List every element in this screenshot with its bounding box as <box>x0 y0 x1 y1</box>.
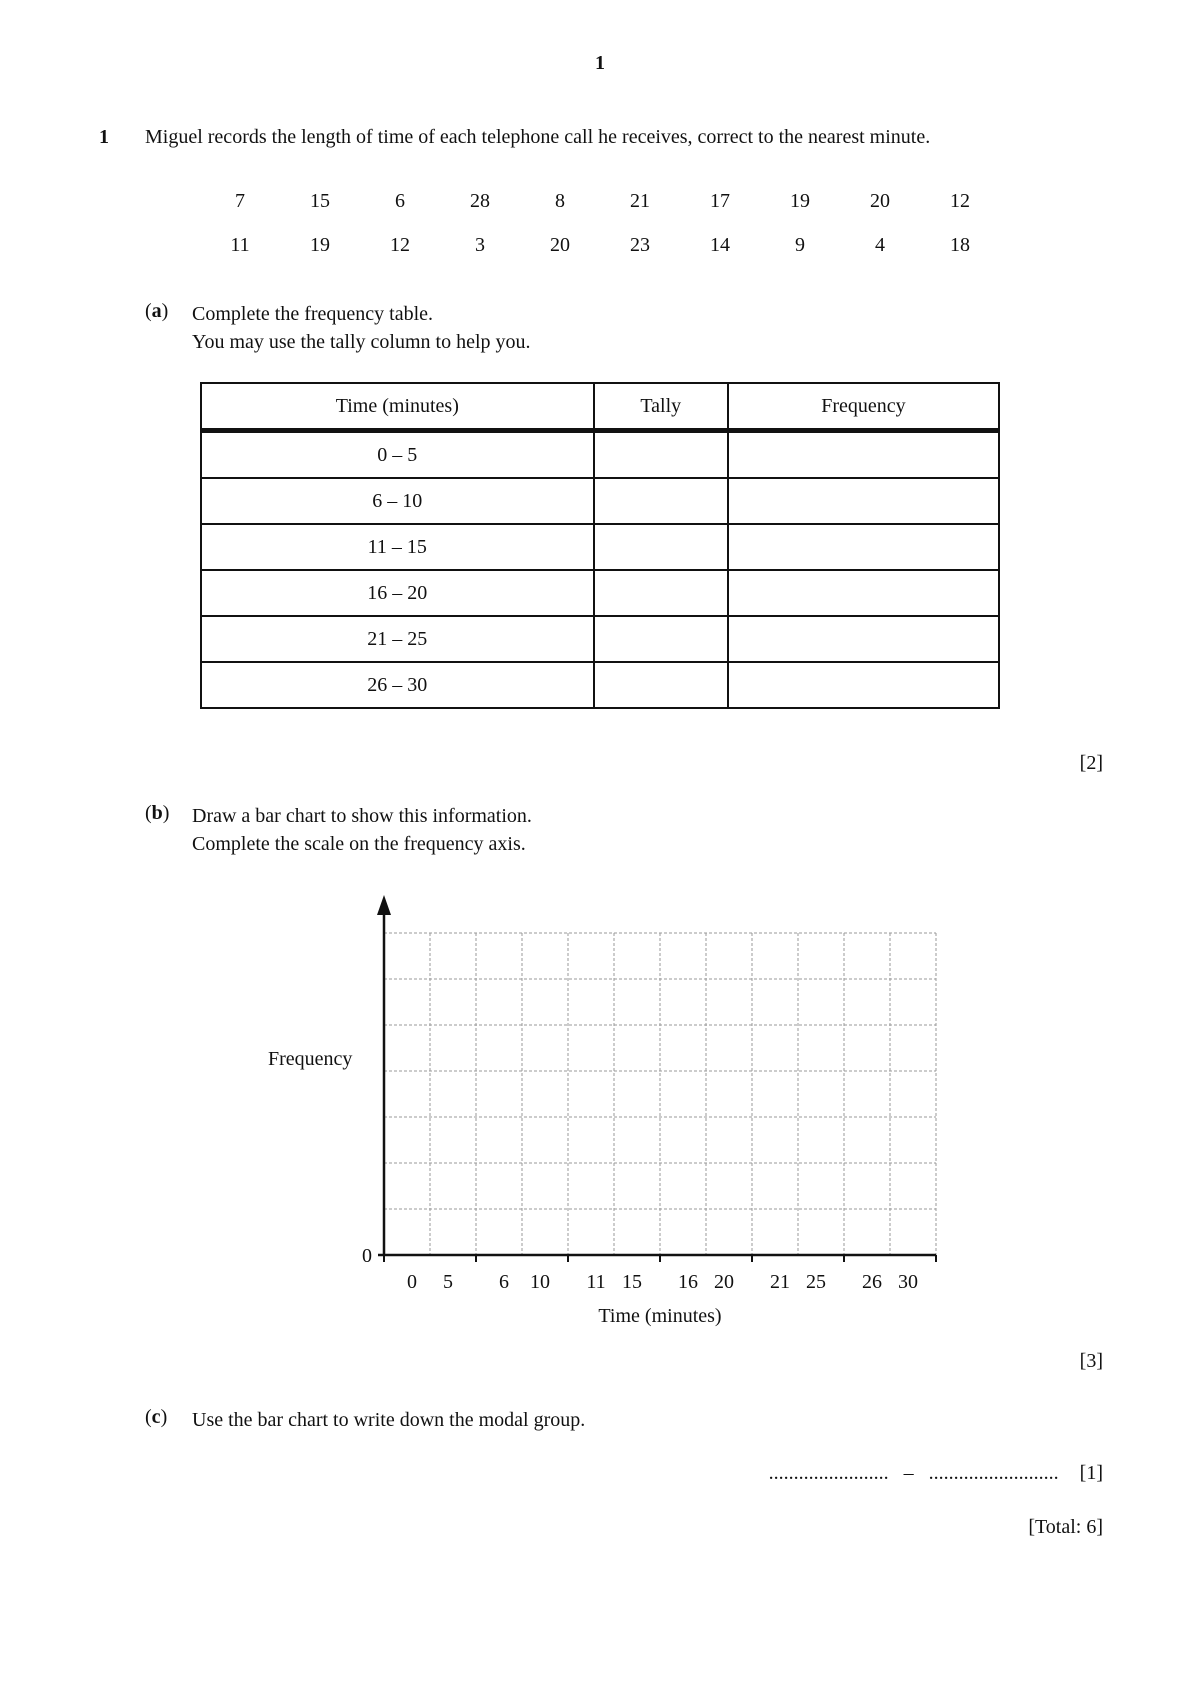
frequency-cell[interactable] <box>728 662 999 708</box>
header-time: Time (minutes) <box>201 383 594 431</box>
call-time: 9 <box>795 234 805 256</box>
frequency-cell[interactable] <box>728 478 999 524</box>
call-time: 21 <box>630 190 650 212</box>
time-range: 21 – 25 <box>201 616 594 662</box>
tally-cell[interactable] <box>594 431 728 479</box>
time-range: 26 – 30 <box>201 662 594 708</box>
x-tick-label: 21 <box>770 1271 790 1293</box>
part-b-line-1: Draw a bar chart to show this information. <box>192 805 532 827</box>
frequency-cell[interactable] <box>728 524 999 570</box>
x-tick-label: 15 <box>622 1271 642 1293</box>
x-tick-label: 25 <box>806 1271 826 1293</box>
time-range: 16 – 20 <box>201 570 594 616</box>
part-b-marks: [3] <box>1079 1350 1103 1372</box>
part-b-instructions <box>192 802 532 858</box>
part-a-instructions <box>192 300 531 356</box>
answer-dash: – <box>903 1462 914 1484</box>
table-row <box>201 478 999 524</box>
call-time: 12 <box>390 234 410 256</box>
answer-blank-lower[interactable]: ........................ <box>768 1462 889 1484</box>
x-tick-label: 26 <box>862 1271 882 1293</box>
part-c-marks: [1] <box>1079 1462 1103 1484</box>
frequency-cell[interactable] <box>728 616 999 662</box>
call-time: 18 <box>950 234 970 256</box>
call-time: 14 <box>710 234 730 256</box>
tally-cell[interactable] <box>594 570 728 616</box>
total-marks: [Total: 6] <box>1028 1516 1103 1538</box>
call-time: 20 <box>870 190 890 212</box>
call-times-row-2 <box>200 234 1000 264</box>
tally-cell[interactable] <box>594 478 728 524</box>
call-time: 19 <box>310 234 330 256</box>
x-tick-labels <box>407 1271 918 1293</box>
table-row <box>201 662 999 708</box>
question-number: 1 <box>99 126 109 148</box>
call-time: 15 <box>310 190 330 212</box>
y-axis-arrow-icon <box>377 895 391 915</box>
part-c-text: Use the bar chart to write down the modal group. <box>192 1409 586 1431</box>
tally-cell[interactable] <box>594 616 728 662</box>
frequency-cell[interactable] <box>728 431 999 479</box>
frequency-cell[interactable] <box>728 570 999 616</box>
x-tick-label: 5 <box>443 1271 453 1293</box>
call-time: 11 <box>230 234 250 256</box>
call-time: 20 <box>550 234 570 256</box>
x-tick-label: 6 <box>499 1271 509 1293</box>
table-row <box>201 431 999 479</box>
part-b-line-2: Complete the scale on the frequency axis. <box>192 833 526 855</box>
x-tick-label: 0 <box>407 1271 417 1293</box>
header-frequency: Frequency <box>728 383 999 431</box>
call-time: 6 <box>395 190 405 212</box>
modal-group-answer <box>769 1462 1103 1485</box>
call-time: 12 <box>950 190 970 212</box>
y-origin-label: 0 <box>362 1245 372 1267</box>
table-row <box>201 524 999 570</box>
x-tick-label: 11 <box>586 1271 606 1293</box>
page-number: 1 <box>595 52 605 74</box>
chart-axes <box>377 895 936 1255</box>
tally-cell[interactable] <box>594 524 728 570</box>
header-tally: Tally <box>594 383 728 431</box>
call-time: 28 <box>470 190 490 212</box>
y-axis-label: Frequency <box>268 1048 353 1070</box>
bar-chart-grid[interactable] <box>200 885 960 1335</box>
part-a-line-2: You may use the tally column to help you. <box>192 331 531 353</box>
call-time: 7 <box>235 190 245 212</box>
call-time: 19 <box>790 190 810 212</box>
tally-cell[interactable] <box>594 662 728 708</box>
table-row <box>201 570 999 616</box>
x-tick-label: 30 <box>898 1271 918 1293</box>
chart-grid <box>384 933 936 1255</box>
x-tick-label: 10 <box>530 1271 550 1293</box>
x-tick-label: 20 <box>714 1271 734 1293</box>
call-time: 3 <box>475 234 485 256</box>
call-time: 17 <box>710 190 730 212</box>
part-a-label: (a) <box>145 300 169 322</box>
time-range: 0 – 5 <box>201 431 594 479</box>
x-axis-label: Time (minutes) <box>598 1305 722 1327</box>
part-c-label: (c) <box>145 1406 168 1428</box>
x-tick-label: 16 <box>678 1271 698 1293</box>
frequency-table <box>200 382 1000 709</box>
time-range: 11 – 15 <box>201 524 594 570</box>
table-row <box>201 616 999 662</box>
answer-blank-upper[interactable]: .......................... <box>928 1462 1059 1484</box>
part-a-marks: [2] <box>1079 752 1103 774</box>
time-range: 6 – 10 <box>201 478 594 524</box>
question-text: Miguel records the length of time of each telephone call he receives, correct to the nearest minute. <box>145 126 931 148</box>
call-time: 4 <box>875 234 885 256</box>
part-a-line-1: Complete the frequency table. <box>192 303 434 325</box>
call-time: 8 <box>555 190 565 212</box>
part-b-label: (b) <box>145 802 170 824</box>
call-time: 23 <box>630 234 650 256</box>
call-times-row-1 <box>200 190 1000 220</box>
